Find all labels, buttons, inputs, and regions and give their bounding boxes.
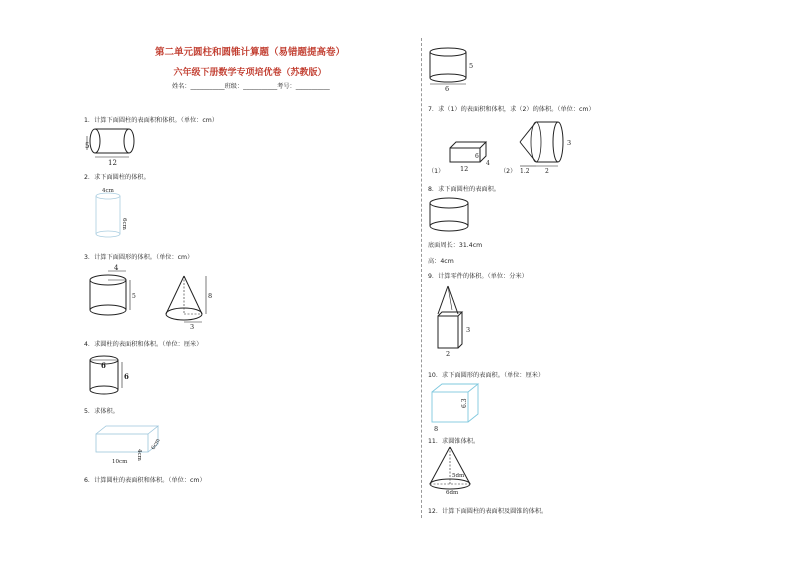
question-10-text: 10．求下面圆形的表面积。（单位：厘米） — [428, 372, 545, 379]
question-6-cylinder-figure — [428, 44, 478, 92]
question-7-2-cone-cylinder-figure — [516, 118, 580, 174]
q9-height-label: 3 — [466, 326, 471, 334]
question-10-cube-figure — [428, 380, 488, 432]
question-9-part-figure — [428, 284, 478, 358]
question-11-cone-figure — [428, 444, 478, 496]
question-4-cylinder-figure — [86, 352, 132, 400]
q3-cylinder-height-label: 5 — [132, 293, 136, 300]
question-12-text: 12．计算下面圆柱的表面积及圆锥的体积。 — [428, 508, 548, 515]
student-info-line: 姓名：___________班级：___________考号：___________ — [172, 83, 330, 90]
q5-width-label: 6cm — [150, 437, 162, 451]
question-6-text: 6．计算圆柱的表面积和体积。（单位：cm） — [84, 477, 206, 484]
q11-diameter-label: 6dm — [446, 490, 459, 496]
q10-height-label: 6.3 — [461, 398, 468, 408]
q3-cylinder-radius-label: 4 — [114, 264, 119, 272]
question-3-cone-figure — [160, 272, 220, 330]
worksheet-title: 第二单元圆柱和圆锥计算题（易错题提高卷） — [154, 47, 345, 58]
column-divider — [421, 38, 422, 518]
question-2-text: 2．求下面圆柱的体积。 — [84, 174, 150, 181]
q7-1-height-label: 6 — [475, 153, 479, 160]
q3-cone-radius-label: 3 — [190, 323, 195, 331]
question-7-1-cuboid-figure — [448, 138, 496, 174]
q2-height-label: 6cm — [121, 218, 127, 230]
question-4-text: 4．求圆柱的表面积和体积。（单位：厘米） — [84, 341, 203, 348]
question-3-cylinder-figure — [86, 262, 142, 322]
q10-length-label: 8 — [434, 425, 439, 433]
q3-cone-height-label: 8 — [208, 292, 213, 300]
q1-diameter-label: 5 — [85, 142, 90, 150]
q6-diameter-label: 6 — [445, 85, 450, 93]
q7-2-height-label: 3 — [567, 139, 572, 147]
worksheet-subtitle: 六年级下册数学专项培优卷（苏教版） — [173, 68, 327, 78]
question-5-text: 5．求体积。 — [84, 408, 119, 415]
q7-part-2-label: （2） — [500, 168, 517, 175]
q7-1-length-label: 12 — [460, 165, 469, 173]
q7-1-width-label: 4 — [486, 160, 490, 167]
question-7-text: 7．求（1）的表面积和体积，求（2）的体积。（单位：cm） — [428, 106, 595, 113]
q7-2-cylinder-length-label: 2 — [545, 168, 549, 175]
question-5-cuboid-figure — [92, 422, 168, 466]
q5-height-label: 4cm — [136, 449, 142, 461]
question-8-text: 8．求下面圆柱的表面积。 — [428, 186, 500, 193]
q9-width-label: 2 — [446, 350, 451, 358]
q8-circumference-text: 底面周长：31.4cm — [428, 242, 483, 249]
q6-height-label: 5 — [469, 62, 474, 70]
q7-2-cone-length-label: 1.2 — [520, 168, 530, 175]
question-11-text: 11．求圆锥体积。 — [428, 438, 480, 445]
q11-height-label: 5dm — [452, 473, 465, 479]
question-8-cylinder-figure — [428, 196, 476, 234]
q4-height-label: 6 — [124, 372, 129, 381]
question-3-text: 3．计算下面圆形的体积。（单位：cm） — [84, 254, 194, 261]
question-9-text: 9．计算零件的体积。（单位：分米） — [428, 273, 528, 280]
q8-height-text: 高：4cm — [428, 258, 454, 265]
question-1-text: 1．计算下面圆柱的表面积和体积。（单位：cm） — [84, 117, 219, 124]
q2-diameter-label: 4cm — [102, 188, 114, 194]
q1-length-label: 12 — [108, 159, 117, 167]
q4-diameter-label: 6 — [101, 361, 106, 370]
q7-part-1-label: （1） — [428, 168, 445, 175]
q5-length-label: 10cm — [112, 459, 128, 465]
question-1-cylinder-figure — [84, 124, 144, 168]
question-2-cylinder-figure — [90, 186, 136, 242]
